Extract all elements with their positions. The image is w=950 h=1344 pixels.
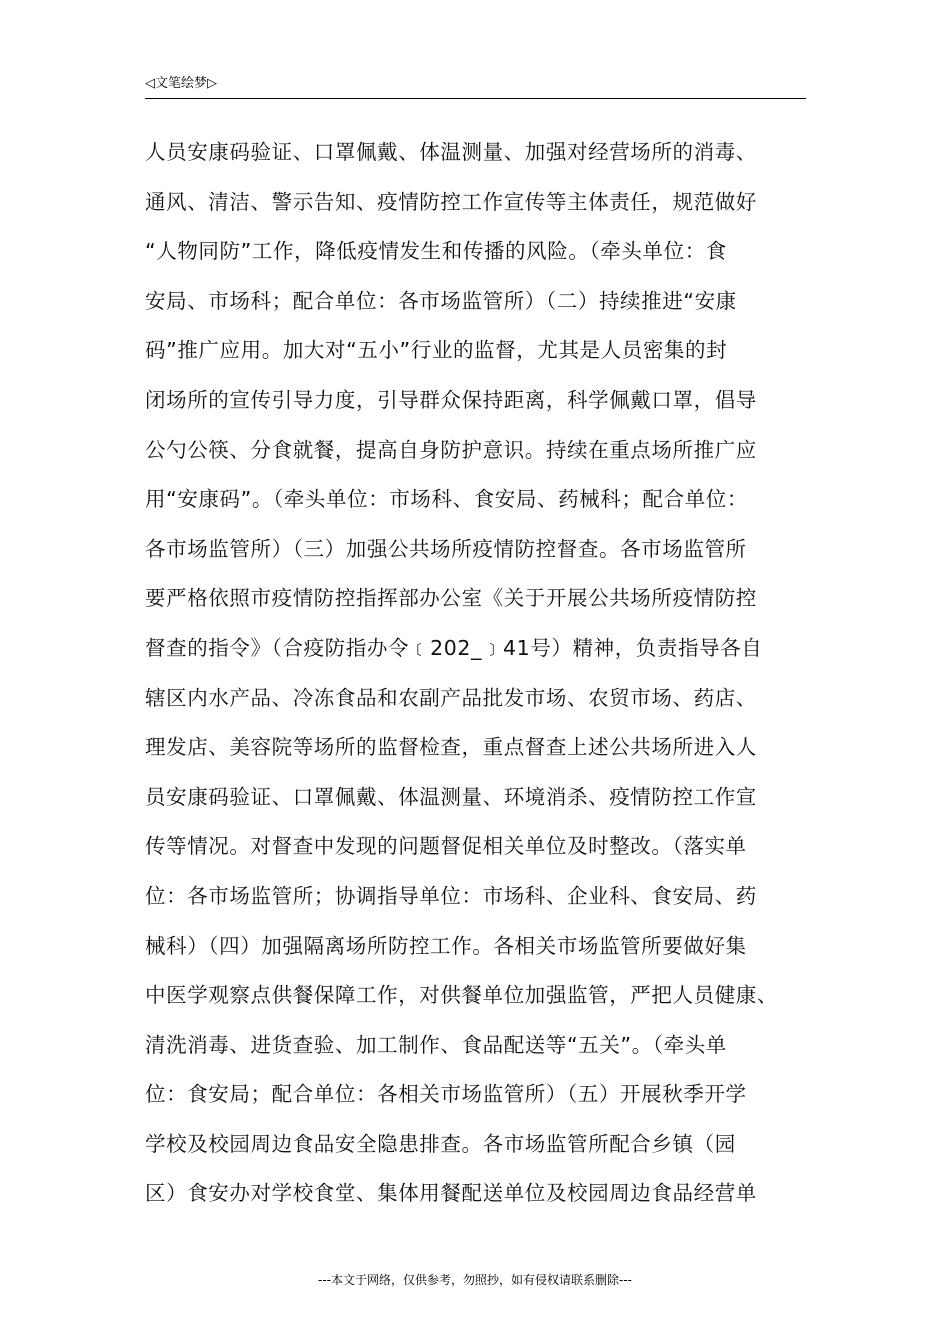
page-footer: ---本文于网络，仅供参考，勿照抄，如有侵权请联系删除--- <box>318 1273 632 1287</box>
body-line: 学校及校园周边食品安全隐患排查。各市场监管所配合乡镇（园 <box>145 1131 736 1156</box>
body-line: 用“安康码”。（牵头单位：市场科、食安局、药械科；配合单位： <box>145 487 748 512</box>
body-line: 传等情况。对督查中发现的问题督促相关单位及时整改。（落实单 <box>145 834 747 859</box>
document-body <box>145 128 825 1219</box>
body-line: 位：各市场监管所；协调指导单位：市场科、企业科、食安局、药 <box>145 883 757 908</box>
body-line: 公勺公筷、分食就餐，提高自身防护意识。持续在重点场所推广应 <box>145 437 757 462</box>
body-line: 码”推广应用。加大对“五小”行业的监督，尤其是人员密集的封 <box>145 338 728 363</box>
body-line: 理发店、美容院等场所的监督检查，重点督查上述公共场所进入人 <box>145 735 757 760</box>
body-line: “人物同防”工作，降低疫情发生和传播的风险。（牵头单位：食 <box>145 239 727 264</box>
body-line: 闭场所的宣传引导力度，引导群众保持距离，科学佩戴口罩，倡导 <box>145 387 757 412</box>
body-line: 人员安康码验证、口罩佩戴、体温测量、加强对经营场所的消毒、 <box>145 140 757 164</box>
body-line: 中医学观察点供餐保障工作，对供餐单位加强监管，严把人员健康、 <box>145 983 778 1008</box>
body-line: 通风、清洁、警示告知、疫情防控工作宣传等主体责任，规范做好 <box>145 189 757 214</box>
body-line: 员安康码验证、口罩佩戴、体温测量、环境消杀、疫情防控工作宣 <box>145 784 757 809</box>
body-line: 安局、市场科；配合单位：各市场监管所）（二）持续推进“安康 <box>145 288 737 313</box>
page-header <box>145 74 806 99</box>
body-line: 区）食安办对学校食堂、集体用餐配送单位及校园周边食品经营单 <box>145 1181 757 1206</box>
body-line: 清洗消毒、进货查验、加工制作、食品配送等“五关”。（牵头单 <box>145 1032 727 1057</box>
body-line: 辖区内水产品、冷冻食品和农副产品批发市场、农贸市场、药店、 <box>145 685 757 710</box>
body-line: 械科）（四）加强隔离场所防控工作。各相关市场监管所要做好集 <box>145 933 747 958</box>
body-line: 督查的指令》（合疫防指办令﹝202_﹞41号）精神，负责指导各自 <box>145 635 763 660</box>
body-line: 各市场监管所）（三）加强公共场所疫情防控督查。各市场监管所 <box>145 536 747 561</box>
header-title: ◁文笔绘梦▷ <box>145 76 217 91</box>
body-line: 要严格依照市疫情防控指挥部办公室《关于开展公共场所疫情防控 <box>145 586 757 611</box>
body-line: 位：食安局；配合单位：各相关市场监管所）（五）开展秋季开学 <box>145 1082 747 1107</box>
